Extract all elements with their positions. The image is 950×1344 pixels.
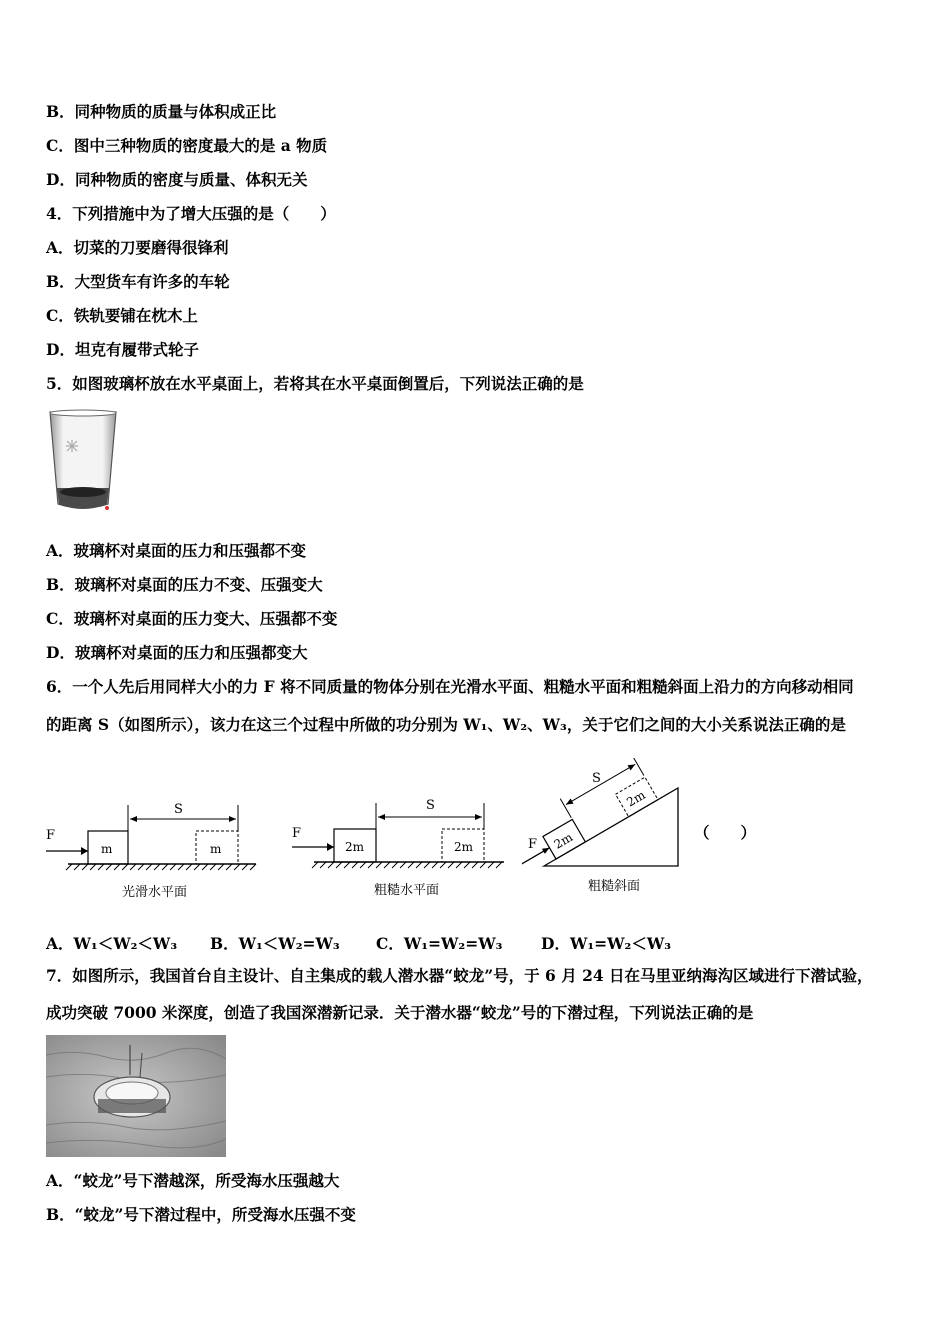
distance-label: S: [592, 771, 601, 786]
glass-pattern-icon: [66, 440, 78, 452]
q3-option-d: D．同种物质的密度与质量、体积无关: [46, 170, 308, 189]
force-label: F: [528, 837, 538, 852]
q6-option-d: D．W₁=W₂＜W₃: [541, 934, 672, 953]
q5-option-c: C．玻璃杯对桌面的压力变大、压强都不变: [46, 609, 338, 628]
caption-rough: 粗糙水平面: [374, 883, 440, 898]
q7-stem-line1: 7．如图所示，我国首台自主设计、自主集成的载人潜水器“蛟龙”号，于 6 月 24 日在马里亚纳海沟区域进行下潜试验，: [46, 966, 873, 985]
block-2m-incline-dashed-label: 2m: [624, 787, 648, 810]
q7-stem-line2: 成功突破 7000 米深度，创造了我国深潜新记录．关于潜水器“蛟龙”号的下潜过程，下列说法正确的是: [46, 1003, 754, 1022]
glass-cup-figure: [46, 408, 120, 516]
figure-rough-horizontal: [288, 795, 510, 905]
caption-smooth: 光滑水平面: [122, 885, 188, 900]
q6-options: [46, 932, 746, 952]
q6-option-c: C．W₁=W₂=W₃: [376, 934, 503, 953]
answer-blank: （ ）: [694, 823, 757, 842]
q6-stem-line1: 6．一个人先后用同样大小的力 F 将不同质量的物体分别在光滑水平面、粗糙水平面和粗糙斜面上沿力的方向移动相同: [46, 677, 854, 696]
q3-option-b: B．同种物质的质量与体积成正比: [46, 102, 277, 121]
q7-option-a: A．“蛟龙”号下潜越深，所受海水压强越大: [46, 1171, 340, 1190]
block-2m-label: 2m: [345, 840, 365, 854]
block-2m-dashed-label: 2m: [454, 840, 474, 854]
q5-stem: 5．如图玻璃杯放在水平桌面上，若将其在水平桌面倒置后，下列说法正确的是: [46, 374, 584, 393]
q3-option-c: C．图中三种物质的密度最大的是 a 物质: [46, 136, 328, 155]
distance-label: S: [174, 802, 183, 817]
q7-option-b: B．“蛟龙”号下潜过程中，所受海水压强不变: [46, 1205, 356, 1224]
q5-option-a: A．玻璃杯对桌面的压力和压强都不变: [46, 541, 307, 560]
force-label: F: [46, 828, 56, 843]
figure-smooth-horizontal: [42, 795, 262, 905]
q6-option-a: A．W₁＜W₂＜W₃: [46, 934, 178, 953]
q4-option-b: B．大型货车有许多的车轮: [46, 272, 230, 291]
caption-incline: 粗糙斜面: [588, 879, 641, 894]
q5-option-b: B．玻璃杯对桌面的压力不变、压强变大: [46, 575, 323, 594]
block-m-dashed-label: m: [210, 842, 222, 856]
q4-option-d: D．坦克有履带式轮子: [46, 340, 199, 359]
q6-option-b: B．W₁＜W₂=W₃: [210, 934, 340, 953]
block-m-label: m: [101, 842, 113, 856]
figure-rough-incline: [522, 758, 692, 898]
q4-stem: 4．下列措施中为了增大压强的是（ ）: [46, 204, 336, 223]
q4-option-c: C．铁轨要铺在枕木上: [46, 306, 198, 325]
distance-label: S: [426, 798, 435, 813]
q5-option-d: D．玻璃杯对桌面的压力和压强都变大: [46, 643, 308, 662]
block-2m-incline-label: 2m: [551, 829, 576, 852]
force-label: F: [292, 826, 302, 841]
q6-stem-line2: 的距离 S（如图所示），该力在这三个过程中所做的功分别为 W₁、W₂、W₃，关于它们之间的大小关系说法正确的是: [46, 715, 846, 734]
q4-option-a: A．切菜的刀要磨得很锋利: [46, 238, 229, 257]
submersible-photo: [46, 1035, 226, 1157]
